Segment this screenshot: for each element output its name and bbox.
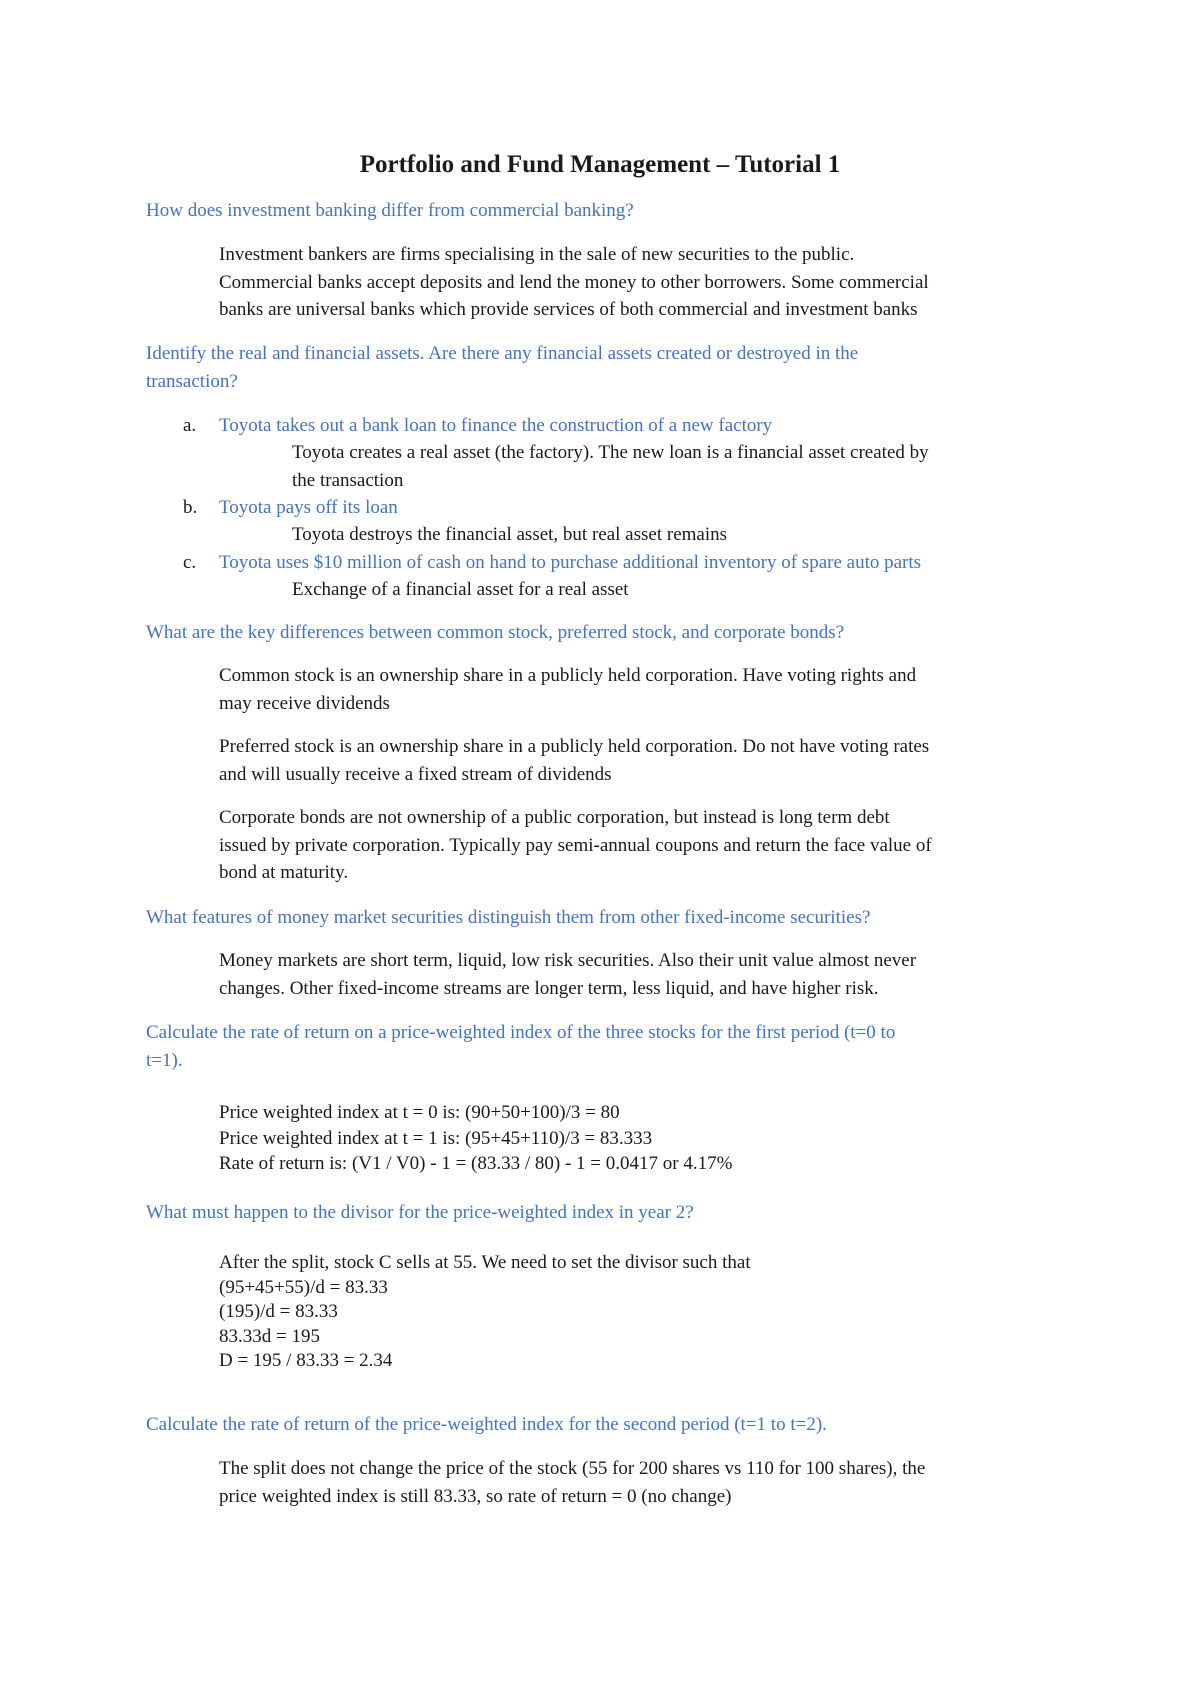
answer-line: may receive dividends: [219, 692, 390, 714]
answer-line: Corporate bonds are not ownership of a public corporation, but instead is long term debt: [219, 807, 890, 828]
answer-corporate-bonds: [219, 804, 1069, 887]
answer-line: Investment bankers are firms specialising in the sale of new securities to the public.: [219, 244, 855, 265]
answer-preferred-stock: [219, 733, 1069, 788]
list-item-question-b: Toyota pays off its loan: [219, 497, 398, 518]
question-investment-vs-commercial-banking: How does investment banking differ from commercial banking?: [146, 200, 634, 221]
list-marker-b: b.: [183, 497, 198, 518]
list-item-answer-c: [292, 576, 1062, 604]
answer-line: Preferred stock is an ownership share in a publicly held corporation. Do not have voting rates: [219, 736, 930, 757]
answer-line: The split does not change the price of the stock (55 for 200 shares vs 110 for 100 shares), the: [219, 1458, 926, 1479]
answer-line: Price weighted index at t = 0 is: (90+50+100)/3 = 80: [219, 1102, 620, 1123]
answer-line: and will usually receive a fixed stream of dividends: [219, 763, 612, 785]
answer-price-weighted-return-second-period: [219, 1455, 1069, 1510]
question-stock-and-bond-differences: What are the key differences between common stock, preferred stock, and corporate bonds?: [146, 622, 845, 643]
answer-line: banks are universal banks which provide services of both commercial and investment banks: [219, 299, 918, 320]
answer-line: issued by private corporation. Typically pay semi-annual coupons and return the face value of: [219, 834, 932, 856]
list-marker-a: a.: [183, 415, 197, 436]
answer-line: price weighted index is still 83.33, so rate of return = 0 (no change): [219, 1485, 732, 1507]
answer-line: Toyota creates a real asset (the factory). The new loan is a financial asset created by: [292, 442, 929, 463]
answer-line: Common stock is an ownership share in a publicly held corporation. Have voting rights and: [219, 665, 917, 686]
answer-divisor-year-2: [219, 1251, 1069, 1374]
answer-line: After the split, stock C sells at 55. We need to set the divisor such that: [219, 1252, 751, 1273]
question-price-weighted-return-first-period: [146, 1019, 1066, 1074]
question-money-market-features: What features of money market securities distinguish them from other fixed-income securities?: [146, 907, 871, 928]
question-divisor-year-2: What must happen to the divisor for the price-weighted index in year 2?: [146, 1202, 694, 1223]
answer-line: Toyota destroys the financial asset, but real asset remains: [292, 524, 728, 545]
list-item-question-c: Toyota uses $10 million of cash on hand to purchase additional inventory of spare auto parts: [219, 552, 922, 573]
answer-common-stock: [219, 662, 1069, 717]
answer-line: changes. Other fixed-income streams are longer term, less liquid, and have higher risk.: [219, 977, 879, 999]
answer-line: Exchange of a financial asset for a real asset: [292, 579, 629, 600]
answer-money-market-features: [219, 947, 1069, 1002]
answer-line: 83.33d = 195: [219, 1325, 320, 1347]
answer-line: Rate of return is: (V1 / V0) - 1 = (83.33 / 80) - 1 = 0.0417 or 4.17%: [219, 1153, 733, 1174]
list-item-answer-b: [292, 521, 1062, 549]
answer-line: (95+45+55)/d = 83.33: [219, 1276, 388, 1298]
answer-line: bond at maturity.: [219, 862, 349, 883]
list-marker-c: c.: [183, 552, 197, 573]
question-real-and-financial-assets: [146, 340, 1066, 395]
question-line: Identify the real and financial assets. Are there any financial assets created or destroyed in the: [146, 343, 859, 364]
answer-price-weighted-return-first-period: [219, 1100, 1069, 1177]
answer-line: the transaction: [292, 469, 404, 491]
question-line: t=1).: [146, 1049, 183, 1071]
answer-line: Commercial banks accept deposits and lend the money to other borrowers. Some commercial: [219, 271, 929, 293]
document-title: Portfolio and Fund Management – Tutorial 1: [359, 151, 841, 178]
list-item-answer-a: [292, 439, 1062, 494]
answer-investment-vs-commercial-banking: [219, 241, 1069, 324]
answer-line: Money markets are short term, liquid, low risk securities. Also their unit value almost never: [219, 950, 917, 971]
question-line: Calculate the rate of return on a price-weighted index of the three stocks for the first period (t=0 to: [146, 1022, 896, 1043]
answer-line: Price weighted index at t = 1 is: (95+45+110)/3 = 83.333: [219, 1127, 653, 1149]
answer-line: D = 195 / 83.33 = 2.34: [219, 1350, 393, 1371]
list-item-question-a: Toyota takes out a bank loan to finance the construction of a new factory: [219, 415, 773, 436]
answer-line: (195)/d = 83.33: [219, 1301, 338, 1322]
question-line: transaction?: [146, 370, 238, 392]
question-price-weighted-return-second-period: Calculate the rate of return of the price-weighted index for the second period (t=1 to t=2).: [146, 1414, 827, 1435]
